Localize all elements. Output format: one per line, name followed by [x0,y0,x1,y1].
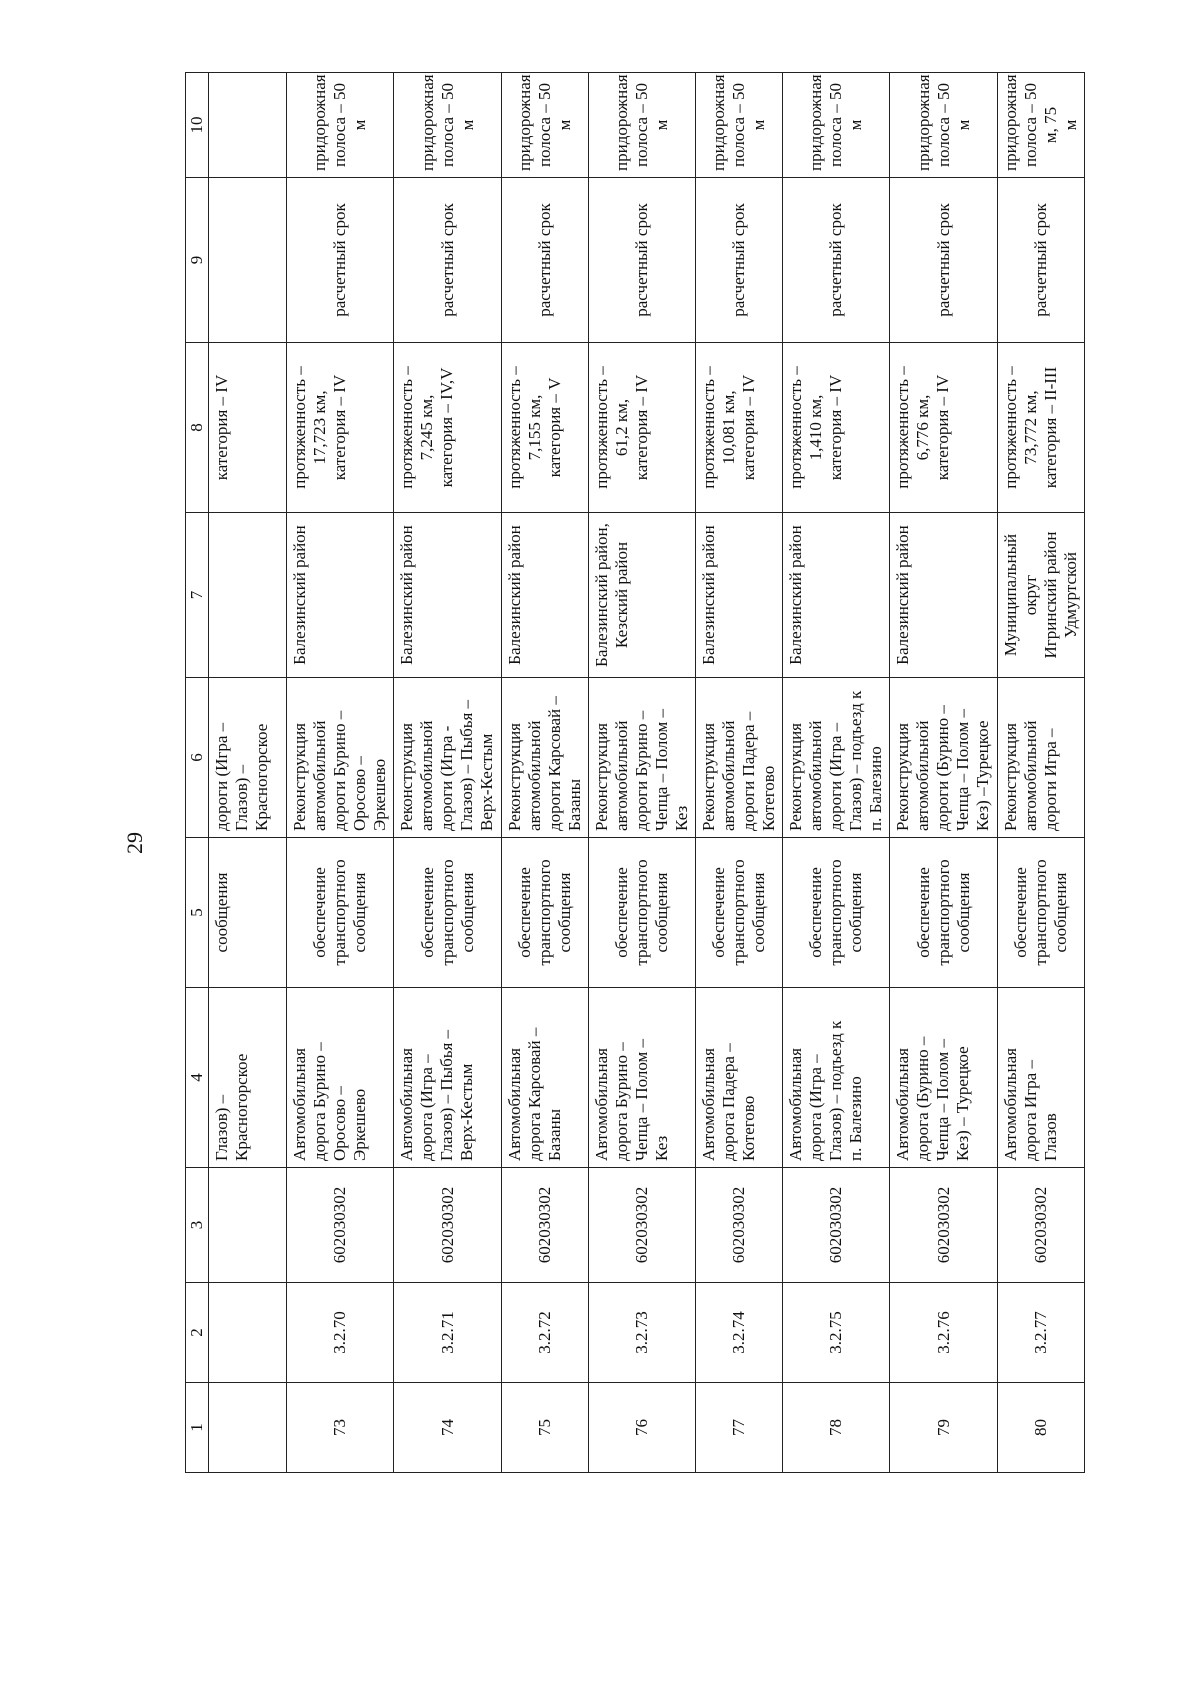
table-row [287,73,394,1473]
cell-purpose: сообщения [209,838,287,988]
cell-term: расчетный срок [696,178,783,343]
table-row [783,73,890,1473]
cell-location: Балезинский район [783,513,890,678]
table-row [394,73,501,1473]
cell-object-name: Автомобильная дорога (Бурино – Чепца – Полом – Кез) – Турецкое [890,988,997,1168]
cell-item-number: 3.2.70 [287,1283,394,1383]
cell-item-number: 3.2.77 [997,1283,1084,1383]
cell-item-number: 3.2.75 [783,1283,890,1383]
cell-location: Муниципальный округ Игринский район Удмуртской [997,513,1084,678]
cell-object-name: Автомобильная дорога Карсовай – Базаны [501,988,588,1168]
cell-location: Балезинский район [696,513,783,678]
cell-characteristics: протяженность – 10,081 км, категория – IV [696,343,783,513]
cell-zone: придорожная полоса – 50 м [890,73,997,178]
cell-purpose: обеспечение транспортного сообщения [997,838,1084,988]
cell-purpose: обеспечение транспортного сообщения [394,838,501,988]
cell-purpose: обеспечение транспортного сообщения [287,838,394,988]
cell-term: расчетный срок [890,178,997,343]
cell-purpose: обеспечение транспортного сообщения [501,838,588,988]
cell-zone: придорожная полоса – 50 м [783,73,890,178]
cell-location: Балезинский район [501,513,588,678]
cell-object-name: Автомобильная дорога Падера – Котегово [696,988,783,1168]
cell-location: Балезинский район [394,513,501,678]
cell-purpose: обеспечение транспортного сообщения [588,838,695,988]
cell-activity: Реконструкция автомобильной дороги Бурино – Чепца – Полом – Кез [588,678,695,838]
cell-term: расчетный срок [588,178,695,343]
cell-code: 602030302 [783,1168,890,1283]
cell-activity: Реконструкция автомобильной дороги Игра – [997,678,1084,838]
cell-row-number: 73 [287,1383,394,1473]
header-row [186,73,209,1473]
col-header: 2 [186,1283,209,1383]
cell-row-number: 77 [696,1383,783,1473]
col-header: 1 [186,1383,209,1473]
page-number: 29 [122,832,147,854]
cell-item-number: 3.2.71 [394,1283,501,1383]
cell-activity: дороги (Игра – Глазов) – Красногорское [209,678,287,838]
cell-zone: придорожная полоса – 50 м, 75 м [997,73,1084,178]
cell-activity: Реконструкция автомобильной дороги (Игра – Глазов) – подъезд к п. Балезино [783,678,890,838]
cell [209,1383,287,1473]
col-header: 6 [186,678,209,838]
cell-term: расчетный срок [997,178,1084,343]
cell-object-name: Автомобильная дорога Игра – Глазов [997,988,1084,1168]
rotated-table-container [185,73,1085,1473]
col-header: 3 [186,1168,209,1283]
cell-purpose: обеспечение транспортного сообщения [783,838,890,988]
cell-zone: придорожная полоса – 50 м [394,73,501,178]
table-row [588,73,695,1473]
cell-zone: придорожная полоса – 50 м [501,73,588,178]
col-header: 9 [186,178,209,343]
cell-activity: Реконструкция автомобильной дороги (Игра - Глазов) – Пыбья – Верх-Кестым [394,678,501,838]
col-header: 5 [186,838,209,988]
cell-location: Балезинский район [287,513,394,678]
cell-item-number: 3.2.73 [588,1283,695,1383]
cell [209,1283,287,1383]
cell-object-name: Автомобильная дорога Бурино – Чепца – Полом – Кез [588,988,695,1168]
cell-characteristics: категория – IV [209,343,287,513]
cell-purpose: обеспечение транспортного сообщения [890,838,997,988]
cell-purpose: обеспечение транспортного сообщения [696,838,783,988]
table-row [997,73,1084,1473]
cell-object-name: Автомобильная дорога (Игра – Глазов) – Пыбья – Верх-Кестым [394,988,501,1168]
cell-row-number: 75 [501,1383,588,1473]
cell-zone: придорожная полоса – 50 м [696,73,783,178]
cell-characteristics: протяженность – 7,155 км, категория – V [501,343,588,513]
cell-row-number: 78 [783,1383,890,1473]
cell-characteristics: протяженность – 7,245 км, категория – IV,V [394,343,501,513]
table-row [696,73,783,1473]
planning-table [185,72,1085,1473]
cell-item-number: 3.2.72 [501,1283,588,1383]
cell-term: расчетный срок [783,178,890,343]
cell-code: 602030302 [588,1168,695,1283]
cell [209,1168,287,1283]
cell-location: Балезинский район, Кезский район [588,513,695,678]
cell-object-name: Глазов) – Красногорское [209,988,287,1168]
cell-code: 602030302 [394,1168,501,1283]
cell-activity: Реконструкция автомобильной дороги Бурино – Оросово – Эркешево [287,678,394,838]
cell-row-number: 74 [394,1383,501,1473]
cell-code: 602030302 [997,1168,1084,1283]
table-row [501,73,588,1473]
cell-characteristics: протяженность – 61,2 км, категория – IV [588,343,695,513]
cell [209,178,287,343]
cell-characteristics: протяженность – 1,410 км, категория – IV [783,343,890,513]
cell [209,513,287,678]
cell-code: 602030302 [287,1168,394,1283]
continuation-row [209,73,287,1473]
cell-row-number: 79 [890,1383,997,1473]
cell-code: 602030302 [501,1168,588,1283]
cell-term: расчетный срок [287,178,394,343]
cell-term: расчетный срок [501,178,588,343]
cell-activity: Реконструкция автомобильной дороги Карсовай – Базаны [501,678,588,838]
col-header: 8 [186,343,209,513]
cell-characteristics: протяженность – 6,776 км, категория – IV [890,343,997,513]
cell [209,73,287,178]
cell-code: 602030302 [696,1168,783,1283]
col-header: 10 [186,73,209,178]
col-header: 7 [186,513,209,678]
cell-item-number: 3.2.76 [890,1283,997,1383]
cell-characteristics: протяженность – 73,772 км, категория – II-III [997,343,1084,513]
cell-characteristics: протяженность – 17,723 км, категория – IV [287,343,394,513]
cell-object-name: Автомобильная дорога Бурино – Оросово – Эркешево [287,988,394,1168]
cell-row-number: 80 [997,1383,1084,1473]
cell-item-number: 3.2.74 [696,1283,783,1383]
cell-code: 602030302 [890,1168,997,1283]
table-row [890,73,997,1473]
cell-zone: придорожная полоса – 50 м [287,73,394,178]
cell-term: расчетный срок [394,178,501,343]
col-header: 4 [186,988,209,1168]
cell-activity: Реконструкция автомобильной дороги Падера – Котегово [696,678,783,838]
cell-object-name: Автомобильная дорога (Игра – Глазов) – подъезд к п. Балезино [783,988,890,1168]
cell-activity: Реконструкция автомобильной дороги (Бурино – Чепца – Полом – Кез) –Турецкое [890,678,997,838]
cell-location: Балезинский район [890,513,997,678]
cell-zone: придорожная полоса – 50 м [588,73,695,178]
cell-row-number: 76 [588,1383,695,1473]
